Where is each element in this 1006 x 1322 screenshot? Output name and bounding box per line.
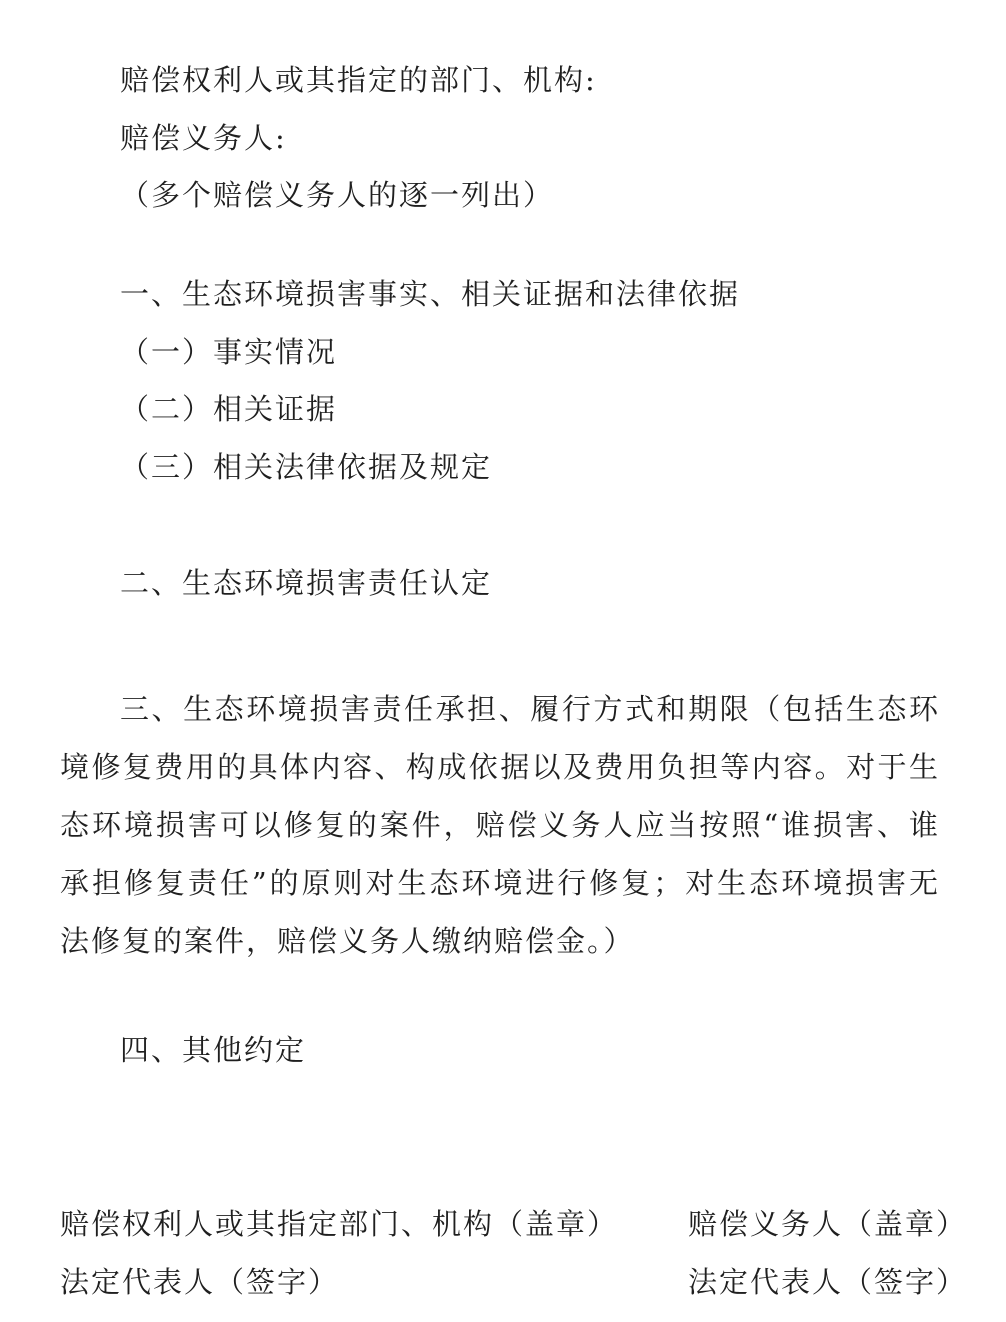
section3-paragraph: 三、生态环境损害责任承担、履行方式和期限（包括生态环境修复费用的具体内容、构成依据以及费用负担等内容。对于生态环境损害可以修复的案件，赔偿义务人应当按照“谁损害、谁承担修复责任”的原则对生态环境进行修复；对生态环境损害无法修复的案件，赔偿义务人缴纳赔偿金。） (60, 692, 940, 958)
signature-claimant-seal: 赔偿权利人或其指定部门、机构（盖章） (60, 1207, 619, 1241)
signature-claimant-representative: 法定代表人（签字） (60, 1265, 340, 1299)
section1-item-legal-basis: （三）相关法律依据及规定 (120, 450, 493, 484)
obligor-note: （多个赔偿义务人的逐一列出） (120, 178, 555, 212)
section1-item-evidence: （二）相关证据 (120, 392, 338, 426)
signature-obligor-seal: 赔偿义务人（盖章） (688, 1207, 968, 1241)
signature-obligor-representative: 法定代表人（签字） (688, 1265, 968, 1299)
claimant-line: 赔偿权利人或其指定的部门、机构: (120, 63, 597, 97)
section4-heading: 四、其他约定 (120, 1033, 307, 1067)
section2-heading: 二、生态环境损害责任认定 (120, 566, 493, 600)
obligor-line: 赔偿义务人: (120, 121, 287, 155)
section1-heading: 一、生态环境损害事实、相关证据和法律依据 (120, 277, 741, 311)
section1-item-facts: （一）事实情况 (120, 335, 338, 369)
